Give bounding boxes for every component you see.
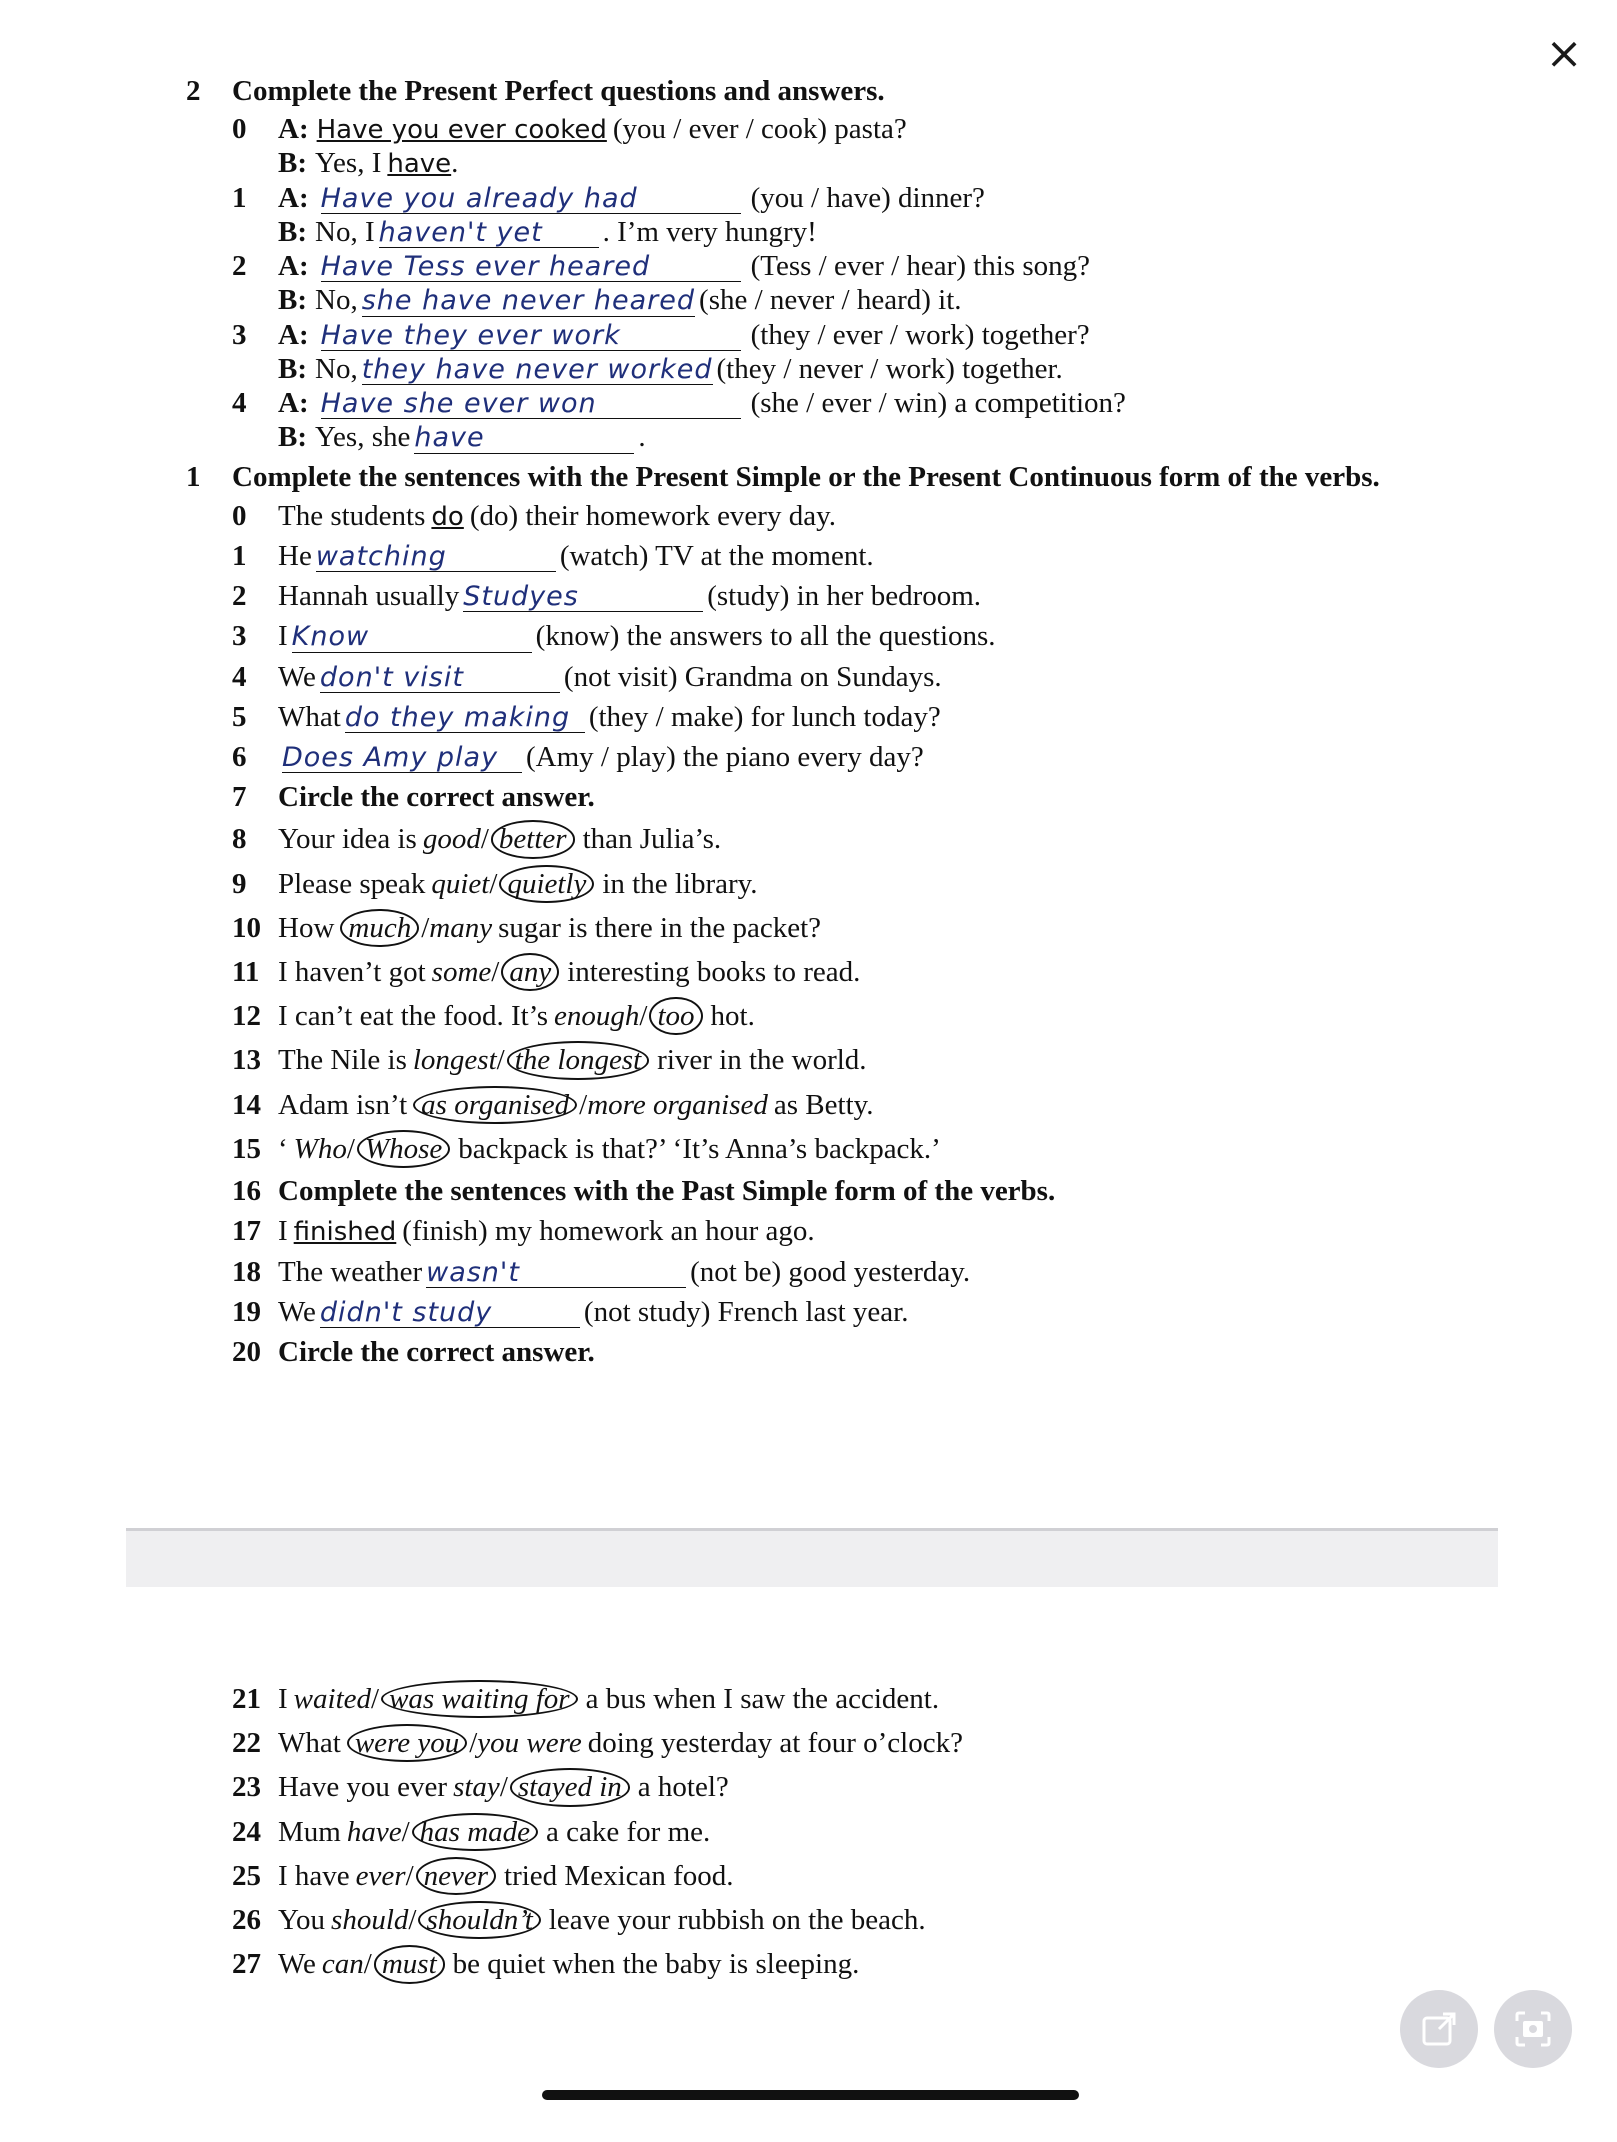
option-1[interactable]: can: [321, 1948, 364, 1981]
option-1[interactable]: quiet: [431, 867, 490, 900]
circle-items: [186, 780, 1486, 1208]
answer-blank[interactable]: Have she ever won: [321, 390, 741, 419]
sentence-line: [232, 660, 1486, 694]
item-number: 0: [232, 499, 247, 532]
item-number: 27: [232, 1948, 261, 1981]
item-number: 12: [232, 1000, 261, 1033]
option-2[interactable]: any: [501, 953, 559, 991]
section-2-items: [186, 112, 1486, 454]
option-2[interactable]: more organised: [587, 1088, 768, 1121]
instruction-text: Complete the sentences with the Past Simple form of the verbs.: [278, 1175, 1056, 1208]
option-1[interactable]: much: [340, 909, 419, 947]
option-2[interactable]: the longest: [507, 1041, 649, 1079]
choice-line: [232, 1724, 1486, 1762]
close-button[interactable]: [1541, 27, 1587, 79]
item-number: 14: [232, 1088, 261, 1121]
prompt-text: (finish) my homework an hour ago.: [402, 1215, 815, 1248]
answer-blank[interactable]: Have you already had: [321, 185, 741, 214]
item-number: 1: [232, 181, 247, 214]
lens-button[interactable]: [1494, 1990, 1572, 2068]
prompt-text: I: [278, 1215, 288, 1248]
sentence-line: [232, 740, 1486, 774]
worksheet-page-1: [186, 74, 1486, 1381]
prompt-text: (she / never / heard) it.: [699, 284, 962, 317]
choice-line: [232, 820, 1486, 858]
question-line-a: [232, 318, 1486, 352]
speaker-a: A:: [278, 250, 309, 283]
sentence-line: [232, 1255, 1486, 1289]
prompt-text: (Tess / ever / hear) this song?: [750, 250, 1091, 283]
sentence-line: [232, 579, 1486, 613]
option-separator: /: [363, 1948, 372, 1981]
choice-line: [232, 997, 1486, 1035]
question-line-a: [232, 249, 1486, 283]
option-separator: /: [421, 911, 430, 944]
speaker-b: B:: [278, 421, 307, 454]
answer-blank[interactable]: didn't study: [320, 1299, 580, 1328]
prompt-text: . I’m very hungry!: [602, 215, 817, 248]
speaker-a: A:: [278, 181, 309, 214]
question-line-b: [278, 352, 1486, 386]
option-2[interactable]: stayed in: [510, 1768, 630, 1806]
option-2[interactable]: quietly: [499, 865, 594, 903]
prompt-text: Yes, she: [315, 421, 411, 454]
answer-blank[interactable]: watching: [316, 543, 556, 572]
prompt-text: (know) the answers to all the questions.: [535, 620, 996, 653]
sentence-line: [232, 1295, 1486, 1329]
choice-line: [232, 1768, 1486, 1806]
question-line-a: [232, 386, 1486, 420]
choice-line: [232, 1174, 1486, 1208]
prompt-text: Hannah usually: [278, 580, 460, 613]
option-separator: /: [480, 823, 489, 856]
answer-blank[interactable]: Have they ever work: [321, 322, 741, 351]
prompt-text: I can’t eat the food. It’s: [278, 1000, 549, 1033]
home-indicator: [542, 2090, 1079, 2100]
choice-line: [232, 953, 1486, 991]
answer-blank[interactable]: don't visit: [320, 664, 560, 693]
prompt-text: (Amy / play) the piano every day?: [526, 740, 924, 773]
option-2[interactable]: better: [491, 820, 575, 858]
prompt-text: (watch) TV at the moment.: [559, 539, 874, 572]
prompt-text: interesting books to read.: [567, 956, 861, 989]
speaker-b: B:: [278, 352, 307, 385]
option-1[interactable]: should: [331, 1904, 409, 1937]
prompt-text: (not be) good yesterday.: [690, 1255, 971, 1288]
item-number: 22: [232, 1727, 261, 1760]
answer-blank[interactable]: Know: [292, 623, 532, 652]
question-line-b: [278, 420, 1486, 454]
prompt-text: than Julia’s.: [582, 823, 722, 856]
prompt-text: How: [278, 911, 335, 944]
prompt-text: tried Mexican food.: [504, 1859, 734, 1892]
question-line-b: [278, 215, 1486, 249]
speaker-a: A:: [278, 386, 309, 419]
prompt-text: a cake for me.: [546, 1815, 711, 1848]
item-number: 8: [232, 823, 247, 856]
item-number: 7: [232, 781, 247, 814]
prompt-text: What: [278, 1727, 341, 1760]
choice-line: [232, 1945, 1486, 1983]
item-number: 10: [232, 911, 261, 944]
prompt-text: I: [278, 1683, 288, 1715]
prompt-text: You: [278, 1904, 326, 1937]
item-number: 24: [232, 1815, 261, 1848]
prompt-text: We: [278, 1948, 316, 1981]
choice-line: [232, 1901, 1486, 1939]
prompt-text: Your idea is: [278, 823, 417, 856]
prompt-text: We: [278, 1295, 316, 1328]
answer-text: do: [431, 501, 464, 532]
prompt-text: .: [638, 421, 646, 454]
speaker-a: A:: [278, 318, 309, 351]
item-number: 21: [232, 1683, 261, 1715]
answer-blank[interactable]: have: [414, 424, 634, 453]
item-20: 20 Circle the correct answer.: [232, 1336, 595, 1368]
prompt-text: as Betty.: [773, 1088, 874, 1121]
prompt-text: be quiet when the baby is sleeping.: [452, 1948, 860, 1981]
answer-blank[interactable]: Have Tess ever heared: [321, 253, 741, 282]
option-1[interactable]: were you: [347, 1724, 467, 1762]
prompt-text: Please speak: [278, 867, 426, 900]
image-lens-icon: [1511, 2007, 1555, 2051]
prompt-text: hot.: [710, 1000, 755, 1033]
prompt-text: No, I: [315, 215, 375, 248]
option-2[interactable]: must: [374, 1945, 445, 1983]
answer-text: Have you ever cooked: [316, 115, 607, 146]
item-number: 6: [232, 740, 247, 773]
option-separator: /: [499, 1771, 508, 1804]
prompt-text: backpack is that?’ ‘It’s Anna’s backpack.’: [458, 1132, 941, 1165]
prompt-text: (not visit) Grandma on Sundays.: [563, 660, 942, 693]
prompt-text: Have you ever: [278, 1771, 448, 1804]
choice-line: [232, 1813, 1486, 1851]
option-separator: /: [579, 1088, 588, 1121]
option-1[interactable]: ever: [355, 1859, 406, 1892]
item-number: 4: [232, 386, 247, 419]
prompt-text: (they / make) for lunch today?: [588, 700, 941, 733]
option-separator: /: [491, 956, 500, 989]
item-number: 5: [232, 700, 247, 733]
item-number: 2: [232, 250, 247, 283]
choice-line: [232, 909, 1486, 947]
option-separator: /: [489, 867, 498, 900]
sentence-line: [232, 499, 1486, 533]
sentence-line: [232, 619, 1486, 653]
option-2[interactable]: was waiting for: [381, 1680, 578, 1718]
share-icon: [1419, 2009, 1459, 2049]
section-2-heading: 2 Complete the Present Perfect questions and answers.: [186, 75, 885, 107]
prompt-text: (do) their homework every day.: [469, 499, 836, 532]
option-separator: /: [371, 1683, 380, 1715]
prompt-text: (they / ever / work) together?: [750, 318, 1090, 351]
option-2[interactable]: many: [429, 911, 493, 944]
page-2-items: [186, 1680, 1486, 1984]
prompt-text: a hotel?: [637, 1771, 729, 1804]
item-number: 23: [232, 1771, 261, 1804]
item-number: 0: [232, 113, 247, 146]
item-number: 13: [232, 1044, 261, 1077]
prompt-text: He: [278, 539, 312, 572]
option-separator: /: [469, 1727, 478, 1760]
choice-line: [232, 1086, 1486, 1124]
option-separator: /: [401, 1815, 410, 1848]
worksheet-page-2: [186, 1680, 1486, 1990]
choice-line: [232, 780, 1486, 814]
prompt-text: a bus when I saw the accident.: [585, 1683, 940, 1715]
choice-line: [232, 1857, 1486, 1895]
speaker-b: B:: [278, 284, 307, 317]
answer-blank[interactable]: wasn't: [426, 1259, 686, 1288]
item-number: 17: [232, 1215, 261, 1248]
share-button[interactable]: [1400, 1990, 1478, 2068]
option-2[interactable]: Whose: [357, 1130, 450, 1168]
prompt-text: (you / ever / cook) pasta?: [612, 113, 907, 146]
option-1[interactable]: as organised: [413, 1086, 577, 1124]
speaker-a: A:: [278, 113, 309, 146]
option-1[interactable]: good: [422, 823, 481, 856]
prompt-text: Adam isn’t: [278, 1088, 408, 1121]
prompt-text: in the library.: [602, 867, 758, 900]
option-1[interactable]: longest: [412, 1044, 497, 1077]
prompt-text: I: [278, 620, 288, 653]
choice-line: [232, 1680, 1486, 1718]
prompt-text: The students: [278, 499, 426, 532]
prompt-text: No,: [315, 352, 358, 385]
choice-line: [232, 865, 1486, 903]
answer-blank[interactable]: they have never worked: [361, 353, 713, 385]
prompt-text: (not study) French last year.: [583, 1295, 909, 1328]
answer-blank[interactable]: she have never heared: [361, 285, 696, 317]
item-number: 2: [232, 580, 247, 613]
prompt-text: doing yesterday at four o’clock?: [587, 1727, 963, 1760]
prompt-text: What: [278, 700, 341, 733]
sentence-line: [232, 539, 1486, 573]
prompt-text: (study) in her bedroom.: [707, 580, 982, 613]
item-number: 11: [232, 956, 260, 989]
choice-line: [232, 1130, 1486, 1168]
option-separator: /: [346, 1132, 355, 1165]
option-separator: /: [405, 1859, 414, 1892]
prompt-text: ‘: [278, 1132, 288, 1165]
option-1[interactable]: waited: [293, 1683, 372, 1715]
option-2[interactable]: too: [649, 997, 702, 1035]
prompt-text: The Nile is: [278, 1044, 407, 1077]
instruction-text: Circle the correct answer.: [278, 781, 595, 814]
option-separator: /: [639, 1000, 648, 1033]
item-number: 16: [232, 1175, 261, 1208]
choice-line: [232, 1041, 1486, 1079]
prompt-text: (they / never / work) together.: [716, 352, 1063, 385]
prompt-text: We: [278, 660, 316, 693]
prompt-text: .: [451, 147, 459, 180]
item-number: 25: [232, 1859, 261, 1892]
answer-blank[interactable]: Does Amy play: [282, 744, 522, 773]
option-2[interactable]: shouldn’t: [418, 1901, 540, 1939]
option-2[interactable]: has made: [412, 1813, 538, 1851]
prompt-text: I have: [278, 1859, 350, 1892]
section-1-heading: 1 Complete the sentences with the Present Simple or the Present Continuous form of the verbs.: [186, 461, 1380, 494]
option-separator: /: [408, 1904, 417, 1937]
prompt-text: leave your rubbish on the beach.: [548, 1904, 926, 1937]
close-icon: ×: [1545, 27, 1583, 79]
prompt-text: Yes, I: [315, 147, 382, 180]
item-number: 3: [232, 318, 247, 351]
past-simple-items: [186, 1214, 1486, 1329]
question-line-b: [278, 283, 1486, 317]
prompt-text: No,: [315, 284, 358, 317]
item-number: 4: [232, 660, 247, 693]
item-number: 1: [232, 539, 247, 572]
sentence-line: [232, 700, 1486, 734]
answer-text: finished: [293, 1217, 397, 1248]
prompt-text: (she / ever / win) a competition?: [750, 386, 1126, 419]
prompt-text: sugar is there in the packet?: [498, 911, 822, 944]
speaker-b: B:: [278, 215, 307, 248]
option-2[interactable]: never: [416, 1857, 496, 1895]
answer-text: have: [387, 149, 452, 180]
speaker-b: B:: [278, 147, 307, 180]
option-1[interactable]: stay: [453, 1771, 500, 1804]
prompt-text: river in the world.: [657, 1044, 867, 1077]
page-divider: [126, 1528, 1498, 1587]
option-1[interactable]: some: [431, 956, 492, 989]
option-separator: /: [496, 1044, 505, 1077]
prompt-text: I haven’t got: [278, 956, 426, 989]
answer-blank[interactable]: haven't yet: [379, 219, 599, 248]
question-line-a: [232, 181, 1486, 215]
prompt-text: (you / have) dinner?: [750, 181, 985, 214]
item-number: 26: [232, 1904, 261, 1937]
answer-blank[interactable]: do they making: [345, 704, 585, 733]
prompt-text: Mum: [278, 1815, 341, 1848]
question-line-a: [232, 112, 1486, 146]
option-1[interactable]: enough: [554, 1000, 640, 1033]
item-number: 18: [232, 1255, 261, 1288]
item-number: 9: [232, 867, 247, 900]
option-1[interactable]: Who: [293, 1132, 347, 1165]
question-line-b: [278, 146, 1486, 180]
item-number: 3: [232, 620, 247, 653]
sentence-line: [232, 1214, 1486, 1248]
answer-blank[interactable]: Studyes: [463, 583, 703, 612]
option-2[interactable]: you were: [477, 1727, 582, 1760]
item-number: 15: [232, 1132, 261, 1165]
option-1[interactable]: have: [346, 1815, 402, 1848]
prompt-text: The weather: [278, 1255, 423, 1288]
item-number: 19: [232, 1295, 261, 1328]
section-1-items: [186, 499, 1486, 775]
